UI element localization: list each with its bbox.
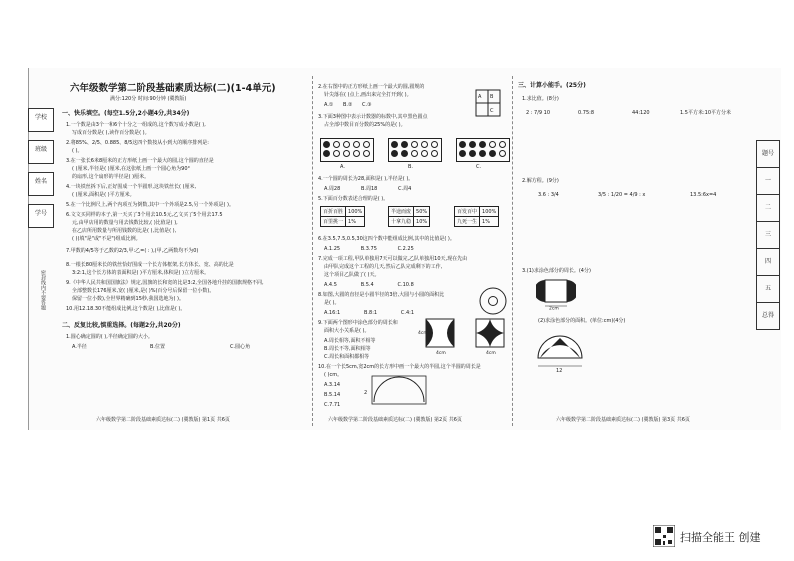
semicircle-figure <box>362 372 432 408</box>
q2-7-options[interactable]: A.4.5 B.5.4 C.10.8 <box>324 282 414 288</box>
counter-dot <box>499 150 506 157</box>
counter-dot <box>421 150 428 157</box>
score-table[interactable]: 题号 一 二 三 四 五 总得 <box>756 140 780 330</box>
q3-2-item-1: 3.6 : 3/4 <box>538 192 559 198</box>
q2-1-option-a[interactable]: A.半径 <box>72 344 87 350</box>
counter-dot <box>489 141 496 148</box>
column-divider-1 <box>312 76 313 426</box>
percent-table-c[interactable]: 百发百中 100% 九死一生 1% <box>454 206 499 227</box>
svg-text:2cm: 2cm <box>549 306 559 310</box>
counter-dot <box>469 150 476 157</box>
name-field[interactable]: 姓名 <box>28 172 54 196</box>
q2-10-option-a[interactable]: A.3.14 <box>324 382 341 388</box>
q3-1: 1.求比值。(8分) <box>522 96 559 102</box>
q1-2: 2.将85%、2/5、0.885、8/5这四个数按从小到大的顺序排列是: <box>66 140 209 146</box>
counter-dot <box>343 141 350 148</box>
exam-meta: 满分:120分 时间:90分钟 (冀教版) <box>110 96 187 102</box>
q1-9: 9.《中华人民共和国国旗法》规定,国旗的长和宽的比是3:2,全国各地升挂的国旗规格不同, <box>66 280 264 286</box>
school-field[interactable]: 学校 <box>28 108 54 132</box>
q1-5: 5.在一个比例尺上,两个内项互为倒数,其中一个外项是2.5,另一个外项是( )。 <box>66 202 234 208</box>
qr-code-icon <box>653 525 675 547</box>
seal-note: 密封线内不要答题 <box>40 270 46 310</box>
q2-9: 9.下面两个图形中涂色部分的周长和 <box>318 320 398 326</box>
section-3-heading: 三、计算小能手。(25分) <box>518 82 586 89</box>
q2-9b: 面积大小关系是( )。 <box>324 328 370 334</box>
svg-text:A: A <box>478 94 482 100</box>
q1-9b: 全部整数长176厘米,宽( )厘米,是( )%(百分号后保留一位小数)。 <box>72 288 215 294</box>
counter-dot <box>323 150 330 157</box>
q2-10b: ( )cm。 <box>324 372 343 378</box>
square-figure <box>474 88 504 120</box>
class-field[interactable]: 班级 <box>28 140 54 164</box>
page-title: 六年级数学第二阶段基础素质达标(二)(1-4单元) <box>70 83 276 94</box>
percent-table-b[interactable]: 半途而废 50% 十拿九稳 10% <box>388 206 430 227</box>
q3-2-item-3: 13.5:6x=4 <box>690 192 717 198</box>
q2-7b: 由甲队完成这个工程的几天,然后乙队完成剩下的工作, <box>324 264 443 270</box>
svg-text:4cm: 4cm <box>486 351 496 356</box>
svg-text:2: 2 <box>364 390 368 396</box>
shaded-shapes-figure <box>418 316 512 356</box>
svg-text:4cm: 4cm <box>436 351 446 356</box>
id-field[interactable]: 学号 <box>28 204 54 228</box>
page-3-footer: 六年级数学第二阶段基础素质达标(二) (冀教版) 第3页 共6页 <box>556 417 690 423</box>
counter-dot <box>431 141 438 148</box>
counter-dot <box>411 141 418 148</box>
q1-4b: ( )厘米,面积是( )平方厘米。 <box>72 192 135 198</box>
q2-3: 3.下面3种图中表示计数器的标数中,其中黑色圆点 <box>318 114 428 120</box>
q1-3c: 的扇形,这个扇形的半径是( )厘米。 <box>72 174 150 180</box>
svg-text:4cm: 4cm <box>418 331 428 336</box>
q2-1-option-b[interactable]: B.位置 <box>150 344 166 350</box>
counter-dot <box>343 150 350 157</box>
counter-dot <box>333 150 340 157</box>
q1-6d: ( )(填"是"或"不是")组成比例。 <box>72 236 141 242</box>
counter-dot <box>333 141 340 148</box>
q3-1-item-3: 44:120 <box>632 110 650 116</box>
scanner-watermark: 扫描全能王 创建 <box>680 531 761 544</box>
q2-7: 7.完成一项工程,甲队单独用7天可以做完,乙队单独用10天,现在先由 <box>318 256 468 262</box>
page-1-footer: 六年级数学第二阶段基础素质达标(二) (冀教版) 第1页 共6页 <box>96 417 230 423</box>
q2-6: 6.在3.5,7.5,0.5,30这四个数中能组成比例,其中的比值是( )。 <box>318 236 455 242</box>
q2-9-option-b[interactable]: B.周长不等,面积相等 <box>324 346 371 352</box>
q3-1-item-4: 1.5平方米:10平方分米 <box>680 110 731 116</box>
q1-4: 4.一块铁丝拆下后,正好围成一个半圆形,这块铁丝长( )厘米, <box>66 184 197 190</box>
counter-dot <box>479 141 486 148</box>
q3-3: 3.(1)求涂色部分的周长。(4分) <box>522 268 591 274</box>
counter-dot <box>469 141 476 148</box>
q3-2-item-2: 3/5 : 1/20 = 4/9 : x <box>598 192 646 198</box>
q1-10: 10.用12.18.30不能组成比例,这个数是( ),比值是( )。 <box>66 306 186 312</box>
q1-8b: 3:2:1,这个长方体的表面积是( )平方厘米,体积是( )立方厘米。 <box>72 270 210 276</box>
q2-4: 4.一个圆的周长为28,面积是( ),半径是( )。 <box>318 176 414 182</box>
q1-6: 6.文文买同样的本子,第一天买了3个用去10.5元,乙文买了5个用去17.5 <box>66 212 223 218</box>
q2-3-option-c[interactable]: C. <box>476 164 482 170</box>
q2-2b: 针尖落在( )点上,画出来完全打开到( )。 <box>324 92 412 98</box>
q2-2-options[interactable]: A.① B.② C.③ <box>324 102 372 108</box>
q2-10: 10.在一个长5cm,宽2cm的长方形中画一个最大的半圆,这个半圆的周长是 <box>318 364 481 370</box>
counter-dot <box>391 141 398 148</box>
percent-table-a[interactable]: 百折百胜 100% 百里挑一 1% <box>320 206 365 227</box>
q1-1: 1.一个数是由3个一和6个十分之一组成的,这个数写成小数是( ), <box>66 122 206 128</box>
q2-8-options[interactable]: A.16:1 B.8:1 C.4:1 <box>324 310 415 316</box>
q1-7: 7.甲数的4/5等于乙数的2/3,甲:乙=( : ),(甲,乙两数均不为0) <box>66 248 199 254</box>
q1-9c: 保留一位小数),全世界精确到15秒,我国选地为( )。 <box>72 296 184 302</box>
q1-6b: 元,由甲店用的数量与用去钱数比较,( )比值是( ), <box>72 220 178 226</box>
counter-dot <box>431 150 438 157</box>
svg-text:B: B <box>490 94 494 100</box>
q2-9-option-c[interactable]: C.周长和面积都相等 <box>324 354 370 360</box>
svg-text:12: 12 <box>556 368 563 374</box>
q2-3b: 占全部中数目百分数的25%的是( )。 <box>324 122 406 128</box>
counter-dot <box>499 141 506 148</box>
counter-dot <box>353 141 360 148</box>
q3-2: 2.解方程。(9分) <box>522 178 559 184</box>
q2-1: 1.圆心确定圆的( ),半径确定圆的大小。 <box>66 334 153 340</box>
counter-dot <box>363 150 370 157</box>
q1-1b: 写成百分数是( ),读作百分数是( )。 <box>72 130 150 136</box>
q3-1-item-1: 2 : 7/9 10 <box>526 110 551 116</box>
area-figure <box>534 326 588 374</box>
q2-10-option-c[interactable]: C.7.71 <box>324 402 341 408</box>
circles-figure <box>478 286 508 316</box>
q1-3: 3.在一张长6米8厘米的正方形纸上画一个最大的圆,这个圆的直径是 <box>66 158 214 164</box>
counter-dot <box>363 141 370 148</box>
q1-6c: 在乙店所用数量与所用钱数的比是( ),比值是( ), <box>72 228 177 234</box>
counter-dot <box>401 141 408 148</box>
q2-3-option-a[interactable]: A. <box>340 164 345 170</box>
q3-4: (2)求涂色部分的面积。(单位:cm)(4分) <box>538 318 626 324</box>
page-2-footer: 六年级数学第二阶段基础素质达标(二) (冀教版) 第2页 共6页 <box>328 417 462 423</box>
counter-dot <box>489 150 496 157</box>
counter-dot <box>421 141 428 148</box>
counter-dot <box>459 150 466 157</box>
q2-10-option-b[interactable]: B.5.14 <box>324 392 341 398</box>
q2-1-option-c[interactable]: C.圆心角 <box>230 344 251 350</box>
q1-2b: ( )。 <box>72 148 83 154</box>
q3-1-item-2: 0.75:8 <box>578 110 594 116</box>
counter-dot <box>459 141 466 148</box>
section-2-heading: 二、反复比较,慎重选择。(每题2分,共20分) <box>62 322 181 329</box>
q2-8b: 是( )。 <box>324 300 340 306</box>
q1-3b: ( )厘米,半径是( )厘米,在这张纸上画一个圆心角为90° <box>72 166 191 172</box>
q2-6-options[interactable]: A.1.25 B.3.75 C.2.25 <box>324 246 414 252</box>
counter-dot <box>411 150 418 157</box>
q2-3-option-b[interactable]: B. <box>408 164 414 170</box>
svg-text:C: C <box>490 108 494 114</box>
counter-dot <box>479 150 486 157</box>
counter-dot <box>353 150 360 157</box>
q2-2: 2.在右图中的正方形纸上画一个最大的圆,圆规的 <box>318 84 425 90</box>
q2-9-option-a[interactable]: A.周长相等,面积不相等 <box>324 338 376 344</box>
q2-7c: 这个项目乙队做了( )天。 <box>324 272 380 278</box>
counter-dot <box>391 150 398 157</box>
column-divider-2 <box>512 76 513 426</box>
section-1-heading: 一、快乐填空。(每空1.5分,2小题4分,共34分) <box>62 110 190 117</box>
counter-dot <box>323 141 330 148</box>
q2-4-options[interactable]: A.周28 B.周18 C.周4 <box>324 186 412 192</box>
perimeter-figure <box>536 276 576 310</box>
q2-5: 5.下面百分数表述合理的是( )。 <box>318 196 389 202</box>
q1-8: 8.一根长80厘米长的铁丝恰好围成一个长方体框架,长方体长、宽、高的比是 <box>66 262 234 268</box>
counter-dot <box>401 150 408 157</box>
q2-8: 8.如图,大圆的直径是小圆半径的3倍,大圆与小圆的面积比 <box>318 292 445 298</box>
